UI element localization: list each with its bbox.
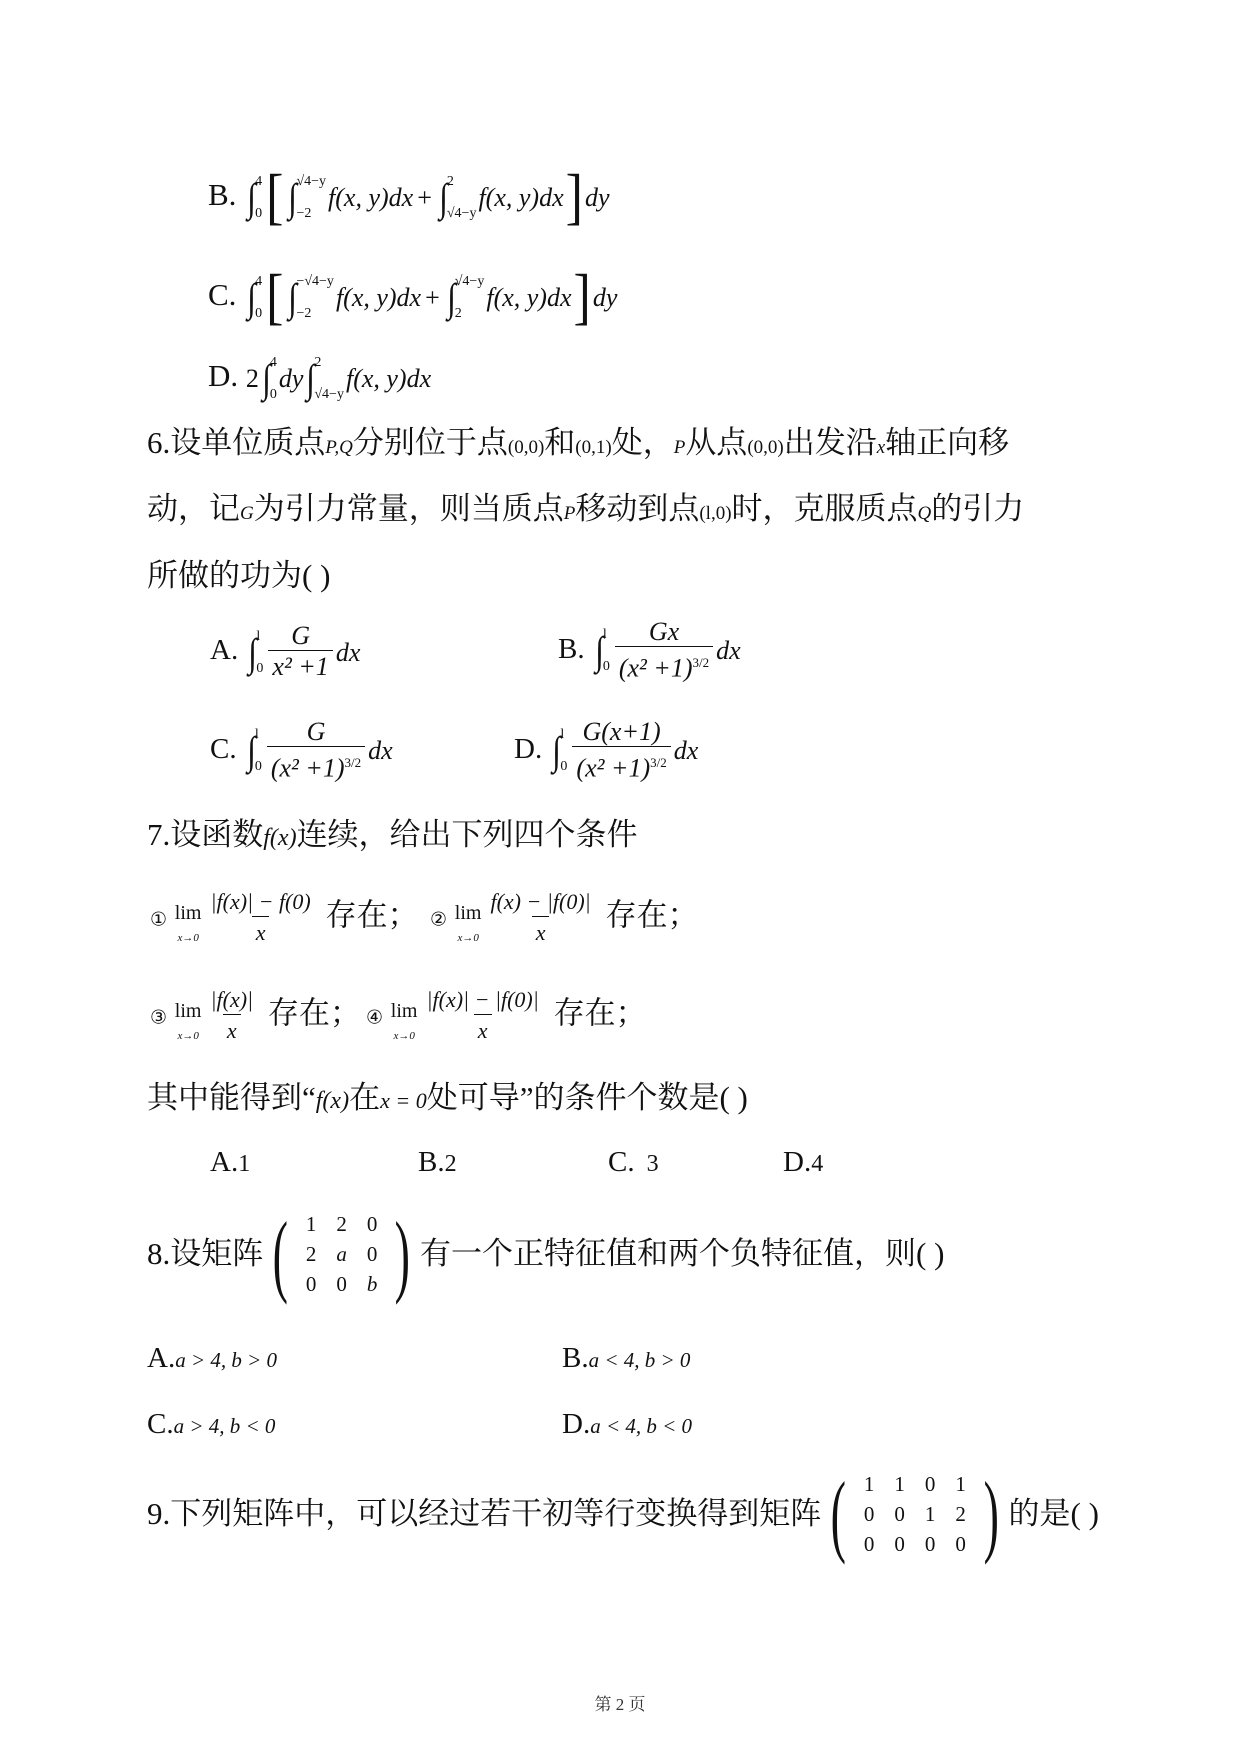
option-label: B. [418, 1146, 445, 1178]
integrand: f(x, y)dx [345, 364, 432, 393]
text: 存在； [605, 897, 699, 933]
option-value: a < 4, b > 0 [588, 1348, 691, 1372]
equation: x = 0 [380, 1088, 427, 1113]
text: 的引力 [931, 491, 1025, 526]
text: 的是( ) [1008, 1496, 1099, 1531]
q7-question [147, 1078, 748, 1121]
q5-option-b: B. ∫ 4 0 [ ∫ √4−y −2 f(x, y)dx + ∫ 2 √4−y f(x, y)dx ] dy [208, 163, 610, 232]
text: 为引力常量，则当质点 [253, 491, 564, 526]
differential: dx [335, 637, 361, 667]
option-label: C. [147, 1408, 174, 1440]
matrix-cell: 0 [336, 1272, 347, 1296]
numerator: |f(x)| − |f(0)| [426, 987, 539, 1012]
denominator: x [223, 1014, 241, 1047]
q7-condition-2 [430, 888, 698, 949]
matrix-cell: 0 [955, 1532, 966, 1556]
lim-subscript: x→0 [177, 932, 199, 944]
text: 轴正向移 [885, 425, 1010, 460]
coefficient: 2 [245, 364, 259, 393]
matrix-cell: 1 [955, 1472, 966, 1496]
q8-matrix: ( 1 2 0 2 a 0 0 0 b ) [272, 1203, 411, 1305]
option-label: A. [210, 1146, 239, 1178]
q6-option-c: C. ∫ l 0 $\frac{G}{(x^2 +1)^{3/2}}$ dx [210, 717, 393, 783]
denominator: (x² +1) [576, 753, 651, 783]
coord: (0,0) [507, 437, 545, 458]
condition-marker: ② [430, 909, 448, 931]
q8-option-c [147, 1408, 275, 1441]
option-value: 2 [444, 1151, 457, 1177]
lim-subscript: x→0 [393, 1030, 415, 1042]
upper-limit: l [560, 727, 565, 743]
exponent: 3/2 [650, 755, 667, 770]
lower-limit: 0 [560, 759, 568, 775]
text: 出发沿 [783, 425, 877, 460]
text: 时，克服质点 [731, 491, 918, 526]
matrix-cell: 2 [336, 1212, 347, 1236]
lower-limit: √4−y [446, 206, 477, 221]
option-value: 1 [238, 1151, 251, 1177]
denominator: (x² +1) [270, 753, 345, 783]
differential: dy [278, 364, 304, 393]
q9-matrix: ( 1 1 0 1 0 0 1 2 0 0 0 0 ) [830, 1463, 999, 1565]
matrix-cell: 0 [924, 1532, 936, 1556]
exponent: 3/2 [692, 655, 710, 670]
matrix-cell: 0 [366, 1212, 378, 1236]
matrix-cell: 0 [863, 1502, 875, 1526]
upper-limit: 4 [255, 274, 263, 289]
text: 6.设单位质点 [147, 425, 326, 460]
upper-limit: l [256, 628, 261, 644]
exponent: 3/2 [344, 755, 362, 770]
lim: lim [174, 1000, 202, 1022]
differential: dx [673, 736, 699, 766]
numerator: Gx [648, 617, 680, 646]
q7-option-a [210, 1146, 250, 1179]
numerator: G [291, 621, 310, 650]
option-label: C. [608, 1146, 635, 1178]
lim: lim [454, 902, 482, 924]
upper-limit: 4 [255, 174, 263, 189]
lower-limit: 2 [454, 306, 462, 321]
option-label: B. [208, 177, 237, 213]
denominator: x² +1 [268, 650, 332, 683]
integrand: f(x, y)dx [478, 183, 564, 212]
differential: dy [584, 183, 610, 212]
lim-subscript: x→0 [457, 932, 479, 944]
differential: dx [716, 636, 741, 666]
plus-sign: + [425, 283, 440, 312]
q7-option-b [418, 1146, 457, 1179]
option-label: D. [514, 732, 543, 765]
q6-option-d: D. ∫ l 0 $\frac{G(x+1)}{(x^2 +1)^{3/2}}$ dx [514, 717, 699, 783]
lower-limit: 0 [602, 659, 610, 675]
lower-limit: −2 [296, 306, 312, 321]
q6-option-a: A. ∫ l 0 $\frac{G}{\text{x² +1}}$ dx [210, 621, 361, 681]
matrix-cell: 1 [863, 1472, 875, 1496]
option-value: a > 4, b < 0 [173, 1414, 276, 1438]
upper-limit: √4−y [454, 274, 485, 289]
lower-limit: 0 [255, 206, 263, 221]
text: 处可导”的条件个数是( ) [426, 1080, 748, 1115]
matrix-cell: 0 [924, 1472, 936, 1496]
q8-stem [147, 1203, 945, 1305]
numerator: G [306, 717, 326, 746]
coord: (0,0) [747, 437, 784, 458]
option-label: D. [208, 358, 239, 394]
option-value: 3 [646, 1151, 659, 1177]
q7-option-d [783, 1146, 823, 1179]
var: Q [917, 503, 932, 524]
text: 存在； [553, 995, 647, 1031]
text: 有一个正特征值和两个负特征值，则( ) [420, 1236, 945, 1271]
q7-option-c [608, 1146, 659, 1179]
lower-limit: 0 [256, 660, 264, 676]
matrix-cell: 0 [305, 1272, 317, 1296]
q6-line-2 [147, 489, 1024, 534]
upper-limit: √4−y [296, 174, 327, 189]
text: 8.设矩阵 [147, 1236, 264, 1271]
text: 动，记 [147, 491, 240, 526]
text: 连续，给出下列四个条件 [296, 817, 638, 852]
plus-sign: + [417, 183, 432, 212]
integrand: f(x, y)dx [335, 283, 422, 312]
option-value: a > 4, b > 0 [175, 1348, 278, 1372]
text: 和 [544, 425, 576, 460]
option-label: C. [210, 732, 237, 765]
numerator: |f(x)| [210, 987, 254, 1012]
matrix-cell: 2 [955, 1502, 966, 1526]
matrix-cell: 0 [863, 1532, 875, 1556]
text: 7.设函数 [147, 817, 264, 852]
matrix-cell: b [366, 1272, 378, 1296]
denominator: x [474, 1014, 492, 1047]
coord: (l,0) [699, 503, 732, 524]
var: P [673, 437, 686, 458]
matrix-cell: 1 [924, 1502, 936, 1526]
option-label: D. [562, 1408, 591, 1440]
matrix-cell: 0 [366, 1242, 378, 1266]
integrand: f(x, y)dx [486, 283, 572, 312]
q7-condition-1 [150, 888, 418, 949]
upper-limit: l [602, 627, 607, 643]
q5-option-d: D. 2 ∫ 4 0 dy ∫ 2 √4−y f(x, y)dx [208, 355, 432, 402]
lower-limit: 0 [255, 306, 263, 321]
q7-stem [147, 815, 638, 858]
matrix-cell: a [336, 1242, 347, 1266]
q6-option-b: B. ∫ l 0 $\frac{Gx}{(x^2 +1)^{3/2}}$ dx [558, 617, 741, 683]
option-label: B. [562, 1342, 589, 1374]
q7-condition-3 [150, 986, 361, 1047]
denominator: (x² +1) [618, 653, 693, 683]
text: 在 [349, 1080, 381, 1115]
q9-stem [147, 1463, 1099, 1565]
lower-limit: 0 [254, 759, 262, 775]
matrix-cell: 1 [894, 1472, 905, 1496]
upper-limit: 2 [314, 355, 322, 370]
q6-line-1 [147, 423, 1009, 468]
condition-marker: ④ [366, 1007, 384, 1029]
lim: lim [174, 902, 202, 924]
lower-limit: √4−y [314, 387, 344, 402]
differential: dx [368, 736, 393, 766]
denominator: x [252, 916, 270, 949]
condition-marker: ③ [150, 1007, 168, 1029]
var: P [563, 503, 576, 524]
text: 处， [611, 425, 674, 460]
numerator: |f(x)| − f(0) [210, 889, 311, 914]
text: 从点 [685, 425, 748, 460]
denominator: x [532, 916, 550, 949]
option-label: D. [783, 1146, 812, 1178]
numerator: f(x) − |f(0)| [490, 889, 591, 914]
matrix-cell: 0 [894, 1532, 905, 1556]
q7-condition-4 [366, 986, 647, 1047]
function: f(x) [263, 825, 297, 851]
matrix-cell: 0 [894, 1502, 905, 1526]
upper-limit: −√4−y [296, 274, 334, 289]
lim: lim [390, 1000, 418, 1022]
matrix-cell: 2 [305, 1242, 317, 1266]
differential: dy [592, 283, 618, 312]
text: 其中能得到“ [147, 1080, 316, 1115]
lim-subscript: x→0 [177, 1030, 199, 1042]
lower-limit: 0 [269, 387, 277, 402]
function: f(x) [315, 1088, 350, 1114]
q6-line-3: 所做的功为( ) [147, 558, 331, 593]
condition-marker: ① [150, 909, 168, 931]
q8-option-b [562, 1342, 690, 1375]
text: 移动到点 [575, 491, 700, 526]
text: 存在； [267, 995, 361, 1031]
option-label: A. [147, 1342, 176, 1374]
var: G [240, 503, 254, 524]
coord: (0,1) [575, 437, 612, 458]
q8-option-d [562, 1408, 692, 1441]
upper-limit: 4 [269, 355, 277, 370]
upper-limit: l [254, 727, 259, 743]
text: 存在； [325, 897, 419, 933]
matrix-cell: 1 [305, 1212, 317, 1236]
option-label: A. [210, 634, 239, 667]
var: x [876, 437, 886, 458]
q5-option-c: C. ∫ 4 0 [ ∫ −√4−y −2 f(x, y)dx + ∫ √4−y 2 f(x, y)dx ] dy [208, 263, 618, 332]
option-value: a < 4, b < 0 [590, 1414, 693, 1438]
integrand: f(x, y)dx [328, 183, 414, 212]
upper-limit: 2 [446, 174, 454, 189]
page-number: 第 2 页 [594, 1695, 646, 1714]
numerator: G(x+1) [582, 717, 661, 746]
var: P,Q [325, 437, 353, 458]
text: 9.下列矩阵中，可以经过若干初等行变换得到矩阵 [147, 1496, 822, 1531]
text: 分别位于点 [352, 425, 508, 460]
q8-option-a [147, 1342, 277, 1375]
option-value: 4 [811, 1151, 824, 1177]
option-label: B. [558, 632, 585, 665]
option-label: C. [208, 277, 237, 313]
lower-limit: −2 [296, 206, 312, 221]
